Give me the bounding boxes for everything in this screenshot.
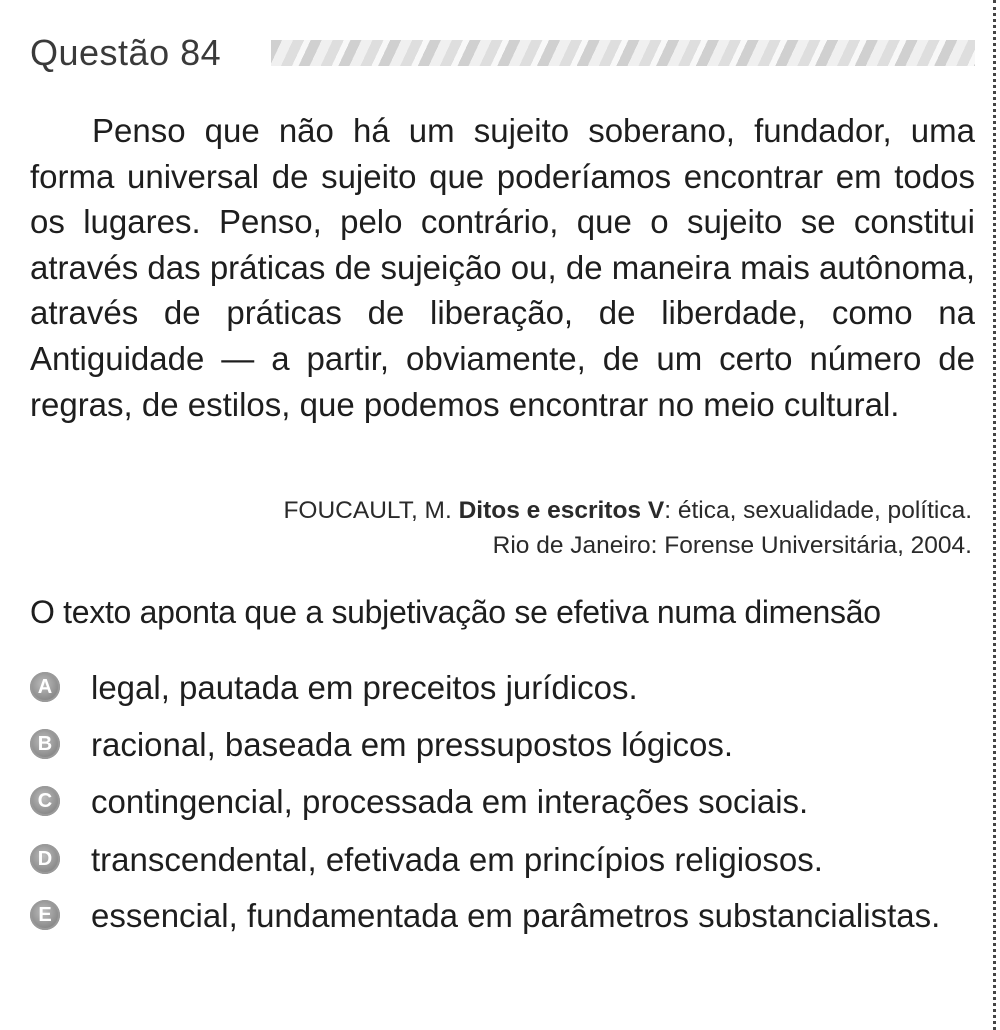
option-a-text: legal, pautada em preceitos jurídicos. bbox=[91, 669, 638, 706]
option-a-badge: A bbox=[30, 672, 60, 702]
option-d-badge: D bbox=[30, 844, 60, 874]
citation-line-1 bbox=[92, 493, 972, 528]
citation-book-title: Ditos e escritos V bbox=[458, 497, 665, 524]
title-decoration-bar bbox=[271, 40, 975, 66]
option-c-badge: C bbox=[30, 786, 60, 816]
option-b-text: racional, baseada em pressupostos lógicos. bbox=[91, 726, 734, 763]
citation-subtitle: : ética, sexualidade, política. bbox=[664, 497, 972, 524]
question-stem: O texto aponta que a subjetivação se efetiva numa dimensão bbox=[30, 594, 881, 630]
option-b[interactable] bbox=[30, 723, 975, 766]
option-d-text: transcendental, efetivada em princípios religiosos. bbox=[91, 841, 823, 878]
passage-text: Penso que não há um sujeito soberano, fundador, uma forma universal de sujeito que poderíamos encontrar em todos os lugares. Penso, pelo contrário, que o sujeito se constitui através das práticas de sujeição ou, de maneira mais autônoma, através de práticas de liberação, de liberdade, como na Antiguidade — a partir, obviamente, de um certo número de regras, de estilos, que podemos encontrar no meio cultural. bbox=[30, 112, 975, 423]
question-header bbox=[30, 28, 975, 78]
answer-options bbox=[30, 666, 975, 937]
citation bbox=[92, 493, 972, 563]
citation-author: FOUCAULT, M. bbox=[283, 497, 452, 524]
option-c[interactable] bbox=[30, 780, 975, 823]
dotted-border bbox=[993, 0, 996, 1030]
option-e-text: essencial, fundamentada em parâmetros substancialistas. bbox=[91, 897, 941, 934]
option-b-badge: B bbox=[30, 729, 60, 759]
option-c-text: contingencial, processada em interações sociais. bbox=[91, 783, 809, 820]
citation-publisher: Rio de Janeiro: Forense Universitária, 2004. bbox=[492, 532, 972, 559]
question-title: Questão 84 bbox=[30, 32, 222, 73]
option-e[interactable] bbox=[30, 894, 975, 937]
option-a[interactable] bbox=[30, 666, 975, 709]
option-e-badge: E bbox=[30, 900, 60, 930]
option-d[interactable] bbox=[30, 838, 975, 881]
